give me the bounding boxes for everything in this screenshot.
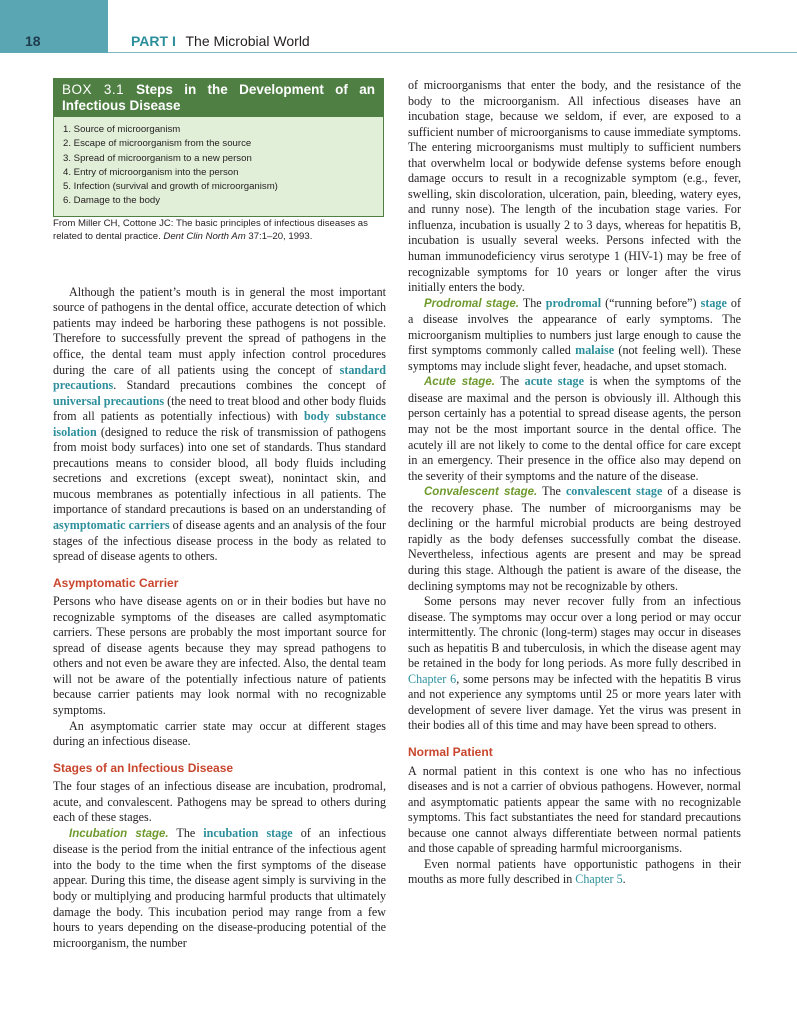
box-title bbox=[54, 79, 383, 117]
box-body bbox=[54, 117, 383, 216]
box-list-item: 5. Infection (survival and growth of microorganism) bbox=[63, 181, 278, 193]
chapter-6-link[interactable]: Chapter 6 bbox=[408, 671, 457, 686]
stage-label: Convalescent stage. bbox=[424, 486, 538, 499]
paragraph-opportunistic: Even normal patients have opportunistic pathogens in their mouths as more fully described in Chapter 5. bbox=[408, 856, 741, 887]
box-list-item: 1. Source of microorganism bbox=[63, 124, 181, 135]
key-term[interactable]: standard precautions bbox=[53, 362, 386, 393]
header-rule bbox=[108, 52, 797, 53]
key-term[interactable]: malaise bbox=[575, 343, 615, 358]
box-list-item: 6. Damage to the body bbox=[63, 195, 161, 207]
paragraph-incubation-cont: of microorganisms that enter the body, and the resistance of the body to the microorganism. All infectious diseases have an incubation stage, because we seldom, if ever, are exposed to a sufficient number of microorganisms to cause immediate symptoms. The entering microorganisms must multiply to sufficient numbers that overwhelm local or bodywide defense systems before enough damage occurs to result in a recognizable symptom (e.g., fever, swelling, skin discoloration, ulceration, pain, bleeding, watery eyes, and runny nose). The length of the incubation stage varies. For influenza, incubation is usually 2 to 3 days, whereas for hepatitis B, incubation is usually several weeks. Persons infected with the human immunodeficiency virus serotype 1 (HIV-1) may be free of recognizable symptoms for 10 years or longer after the virus initially enters the body. bbox=[408, 78, 741, 295]
left-column bbox=[53, 78, 386, 951]
box-list-item: 2. Escape of microorganism from the source bbox=[63, 138, 252, 150]
chapter-5-link[interactable]: Chapter 5 bbox=[575, 872, 623, 887]
box-list-item: 4. Entry of microorganism into the person bbox=[63, 166, 239, 178]
paragraph-incubation: Incubation stage. The incubation stage of an infectious disease is the period from the initial entrance of the infectious agent into the body to the time when the first symptoms of the disease appear. During this time, the disease agent simply is surviving in the body or multiplying and producing harmful products that ultimately damage the body. This incubation period may range from a few hours to years depending on the disease-producing potential of the microorganism, the number bbox=[53, 825, 386, 950]
box-list-item: 3. Spread of microorganism to a new person bbox=[63, 152, 252, 164]
key-term[interactable]: convalescent stage bbox=[565, 484, 663, 499]
stage-label: Acute stage. bbox=[424, 376, 495, 389]
box-heading: Steps in the Development of an Infectious Disease bbox=[62, 82, 376, 113]
heading-normal-patient: Normal Patient bbox=[408, 744, 493, 759]
box-3-1 bbox=[53, 78, 384, 217]
box-list bbox=[63, 123, 375, 209]
page-number: 18 bbox=[25, 33, 41, 49]
citation-journal: Dent Clin North Am bbox=[163, 231, 246, 243]
key-term[interactable]: body substance isolation bbox=[53, 409, 386, 439]
heading-asymptomatic-carrier: Asymptomatic Carrier bbox=[53, 575, 179, 590]
key-term[interactable]: acute stage bbox=[524, 374, 584, 389]
running-header bbox=[131, 33, 310, 49]
part-label: PART I bbox=[131, 33, 176, 49]
paragraph-asymptomatic: Persons who have disease agents on or in their bodies but have no recognizable symptoms of the diseases are called asymptomatic carriers. These persons are probably the most important source for spread of disease agents because they may spread pathogens to others and not even be aware they are infected. Also, the dental team will not be aware of the potentially infectious nature of patients because carrier patients may look normal with no recognizable symptoms. bbox=[53, 594, 386, 717]
paragraph-normal-patient: A normal patient in this context is one who has no infectious diseases and is not a carrier of obvious pathogens. However, normal and asymptomatic patients appear the same with no recognizable symptoms. This fact substantiates the need for standard precautions because one cannot always differentiate between normal patients and those capable of spreading harmful microorganisms. bbox=[408, 763, 741, 856]
box-number: BOX 3.1 bbox=[62, 82, 125, 97]
stage-label: Incubation stage. bbox=[69, 827, 169, 840]
key-term[interactable]: incubation stage bbox=[203, 825, 293, 840]
key-term[interactable]: prodromal bbox=[545, 295, 602, 310]
key-term[interactable]: universal precautions bbox=[53, 393, 165, 408]
box-source-citation bbox=[53, 217, 386, 244]
key-term[interactable]: stage bbox=[700, 295, 727, 310]
paragraph-convalescent: Convalescent stage. The convalescent stage of a disease is the recovery phase. The number of microorganisms may be declining or the harmful microbial products are being destroyed rapidly as the body defenses successfully combat the disease. Nevertheless, infectious agents are present and may be spread during this stage. Although the patient is aware of the disease, the declining symptoms may not be recognizable by others. bbox=[408, 484, 741, 593]
right-column bbox=[408, 78, 741, 888]
paragraph-chronic: Some persons may never recover fully from an infectious disease. The symptoms may occur over a long period or may occur intermittently. The chronic (long-term) stages may occur in diseases such as hepatitis B and tuberculosis, in which the disease agent may be retained in the body for long periods. As more fully described in Chapter 6, some persons may be infected with the hepatitis B virus and not experience any symptoms until 25 or more years later with development of severe liver damage. Yet the virus was present in their bodies all of this time and may have been spread to others. bbox=[408, 594, 742, 733]
paragraph-stages-intro: The four stages of an infectious disease are incubation, prodromal, acute, and convalescent. Pathogens may be spread to others during each of these stages. bbox=[53, 779, 386, 825]
paragraph-prodromal: Prodromal stage. The prodromal (“running before”) stage of a disease involves the appearance of early symptoms. The microorganism multiplies to numbers just large enough to cause the first symptoms commonly called malaise (not feeling well). These symptoms may include slight fever, headache, and upset stomach. bbox=[408, 295, 741, 373]
citation-text: From Miller CH, Cottone JC: The basic principles of infectious diseases as related to dental practice. bbox=[53, 217, 368, 243]
part-title: The Microbial World bbox=[185, 33, 310, 49]
paragraph-asymptomatic-state: An asymptomatic carrier state may occur at different stages during an infectious disease. bbox=[53, 718, 386, 749]
paragraph-standard-precautions: Although the patient’s mouth is in general the most important source of pathogens in the dental office, accurate detection of which patients may indeed be harboring these pathogens is not possible. Therefore to successfully prevent the spread of pathogens in the office, the dental team must apply infection control procedures during the care of all patients using the concept of standard precautions. Standard precautions combines the concept of universal precautions (the need to treat blood and other body fluids from all patients as potentially infectious) with body substance isolation (designed to reduce the risk of transmission of pathogens from moist body surfaces) into one set of standards. Thus standard precautions means to consider blood, all body fluids including secretions and excretions (except sweat), nonintact skin, and mucous membranes as potentially infectious in all patients. The importance of standard precautions is based on an understanding of asymptomatic carriers of disease agents and an analysis of the four stages of the infectious disease process in the body as related to spread of disease agents to others. bbox=[53, 284, 387, 564]
key-term[interactable]: asymptomatic carriers bbox=[53, 517, 170, 532]
page-number-tab bbox=[0, 0, 108, 53]
stage-label: Prodromal stage. bbox=[424, 297, 519, 310]
spacer bbox=[53, 244, 386, 285]
citation-volume: 37:1–20, 1993. bbox=[245, 231, 313, 243]
paragraph-acute: Acute stage. The acute stage is when the symptoms of the disease are maximal and the person is obviously ill. Although this person certainly has a potential to spread disease agents, the person may not be the most important source in the dental office. The acutely ill are not likely to come to the dental office for care except in an emergency. Their presence in the office also may depend on the severity of their symptoms and the nature of the disease. bbox=[408, 374, 741, 483]
heading-stages: Stages of an Infectious Disease bbox=[53, 760, 234, 775]
